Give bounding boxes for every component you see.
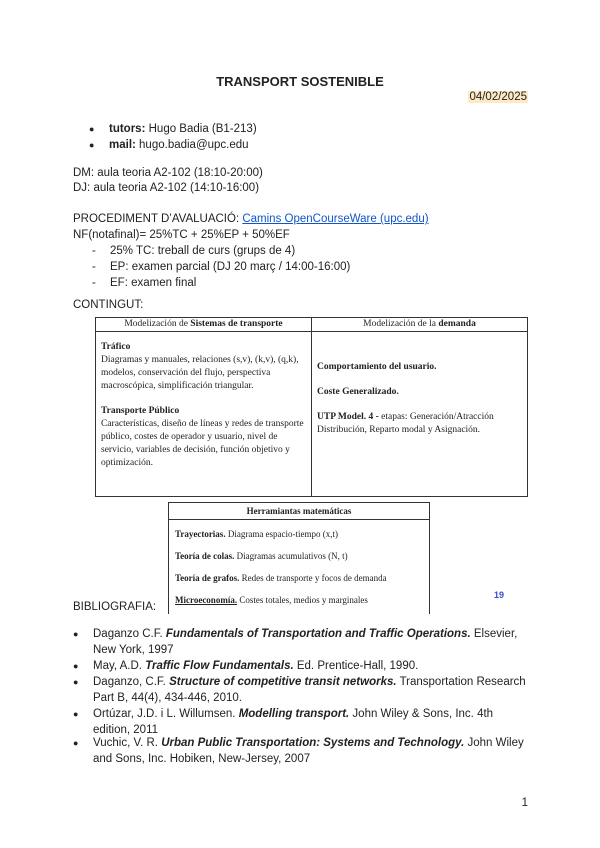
- contact-tutors: [89, 121, 529, 137]
- page-number: 1: [521, 797, 528, 809]
- table-header: Modelización de la demanda: [312, 318, 528, 332]
- bibliography-item: ● Daganzo C.F. Fundamentals of Transportation and Traffic Operations. Elsevier, New York, 1997: [73, 628, 518, 656]
- evaluation-line: [73, 212, 429, 227]
- list-item: Microeconomía. Costes totales, medios y marginales: [175, 595, 368, 605]
- bibliography-item: ● Daganzo, C.F. Structure of competitive transit networks. Transportation Research Part B, 44(4), 434-446, 2010.: [73, 676, 526, 704]
- bullet-icon: ●: [73, 738, 79, 748]
- contents-label: CONTINGUT:: [73, 299, 144, 311]
- contact-value: Hugo Badia (B1-213): [145, 123, 257, 135]
- bibliography-label: BIBLIOGRAFIA:: [73, 601, 157, 613]
- evaluation-item: - EF: examen final: [92, 277, 197, 289]
- date-highlight: 04/02/2025: [469, 91, 527, 103]
- table-header: Modelización de Sistemas de transporte: [96, 318, 312, 332]
- cell-heading: Tráfico: [101, 342, 131, 352]
- evaluation-item: - EP: examen parcial (DJ 20 març / 14:00-16:00): [92, 261, 351, 273]
- bullet-icon: ●: [89, 140, 95, 150]
- schedule-dj: DJ: aula teoria A2-102 (14:10-16:00): [73, 182, 260, 194]
- cell-text: Características, diseño de líneas y redes de transporte público, costes de operador y usuario, nivel de servicio, variables de decisión, función objetivo y optimización.: [101, 419, 304, 468]
- cell-text: Comportamiento del usuario.: [317, 362, 437, 372]
- evaluation-formula: NF(notafinal)= 25%TC + 25%EP + 50%EF: [73, 229, 290, 241]
- list-item: Teoría de grafos. Redes de transporte y focos de demanda: [175, 573, 387, 583]
- slide-number: 19: [494, 590, 505, 600]
- evaluation-item-text: EP: examen parcial (DJ 20 març / 14:00-16:00): [110, 261, 351, 273]
- contact-mail: [89, 137, 529, 153]
- bullet-icon: ●: [73, 629, 79, 639]
- evaluation-item-text: EF: examen final: [110, 277, 197, 289]
- evaluation-label: PROCEDIMENT D’AVALUACIÓ:: [73, 213, 243, 225]
- bibliography-item: ● Ortúzar, J.D. i L. Willumsen. Modelling transport. John Wiley & Sons, Inc. 4th edition, 2011: [73, 708, 494, 736]
- systems-cell: [96, 332, 312, 497]
- contents-table: [95, 317, 528, 497]
- document-title: TRANSPORT SOSTENIBLE: [216, 74, 384, 89]
- table-header: Herramiantas matemáticas: [169, 503, 430, 520]
- bullet-icon: ●: [89, 124, 95, 134]
- list-item: Trayectorias. Diagrama espacio-tiempo (x,t): [175, 529, 339, 539]
- contact-label: tutors:: [109, 123, 146, 135]
- bullet-icon: ●: [73, 661, 79, 671]
- list-item: Teoría de colas. Diagramas acumulativos (N, t): [175, 551, 348, 561]
- math-tools-table: [168, 502, 430, 614]
- contact-label: mail:: [109, 139, 136, 151]
- bibliography-item: ● Vuchic, V. R. Urban Public Transportation: Systems and Technology. John Wiley and Sons, Inc. Hobiken, New-Jersey, 2007: [73, 737, 524, 765]
- cell-heading: Transporte Público: [101, 406, 180, 416]
- demand-cell: [312, 332, 528, 497]
- schedule-dm: DM: aula teoria A2-102 (18:10-20:00): [73, 167, 263, 179]
- cell-text: UTP Model. 4 - etapas: Generación/Atracción Distribución, Reparto modal y Asignación.: [317, 412, 494, 435]
- evaluation-item-text: 25% TC: treball de curs (grups de 4): [110, 245, 296, 257]
- contact-value: hugo.badia@upc.edu: [135, 139, 249, 151]
- bibliography-item: ● May, A.D. Traffic Flow Fundamentals. Ed. Prentice-Hall, 1990.: [73, 660, 419, 672]
- cell-text: Diagramas y manuales, relaciones (s,v), (k,v), (q,k), modelos, conservación del flujo, perspectiva macroscópica, simplificación triangular.: [101, 355, 299, 391]
- bullet-icon: ●: [73, 709, 79, 719]
- ocw-link[interactable]: Camins OpenCourseWare (upc.edu): [242, 213, 429, 225]
- evaluation-item: - 25% TC: treball de curs (grups de 4): [92, 245, 296, 257]
- math-tools-cell: [169, 520, 430, 615]
- bullet-icon: ●: [73, 677, 79, 687]
- cell-text: Coste Generalizado.: [317, 387, 399, 397]
